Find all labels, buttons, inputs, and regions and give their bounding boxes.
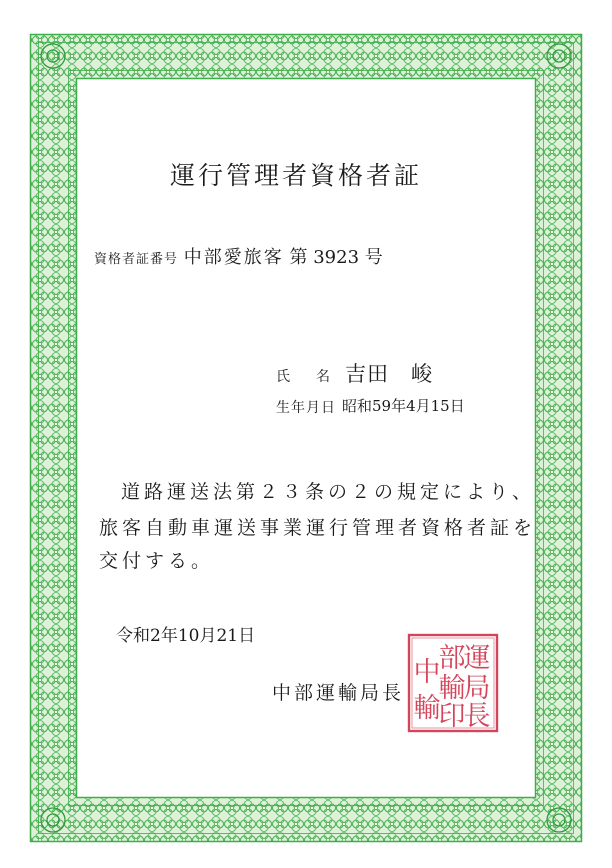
svg-text:部: 部 <box>438 643 466 674</box>
official-seal-stamp <box>407 633 499 733</box>
svg-text:輸: 輸 <box>413 693 441 724</box>
svg-text:長: 長 <box>463 701 491 732</box>
holder-name: 吉田 峻 <box>345 362 433 386</box>
svg-text:輸: 輸 <box>438 673 466 704</box>
certificate-number-dai: 第 <box>289 247 308 268</box>
document-title: 運行管理者資格者証 <box>170 161 423 190</box>
name-label-part2: 名 <box>316 369 331 385</box>
svg-text:中: 中 <box>413 657 441 688</box>
body-text-line-3: 交付する。 <box>99 550 215 572</box>
svg-text:局: 局 <box>463 673 491 704</box>
body-text-line-2: 旅客自動車運送事業運行管理者資格者証を <box>99 517 537 539</box>
certificate-number-suffix: 号 <box>364 247 383 268</box>
birth-date-value: 昭和59年4月15日 <box>342 397 465 415</box>
svg-text:運: 運 <box>463 643 491 674</box>
name-label-part1: 氏 <box>276 369 291 385</box>
issue-date: 令和2年10月21日 <box>116 626 256 646</box>
certificate-number <box>94 243 383 269</box>
name-label <box>276 366 331 386</box>
birth-date-label: 生年月日 <box>276 400 336 416</box>
issuer-name: 中部運輸局長 <box>272 682 405 704</box>
certificate-number-label: 資格者証番号 <box>94 252 179 267</box>
certificate-number-value: 3923 <box>313 247 360 268</box>
certificate-number-prefix: 中部愛旅客 <box>183 247 284 268</box>
body-text-line-1: 道路運送法第２３条の２の規定により、 <box>121 481 536 503</box>
svg-text:印: 印 <box>438 701 466 732</box>
